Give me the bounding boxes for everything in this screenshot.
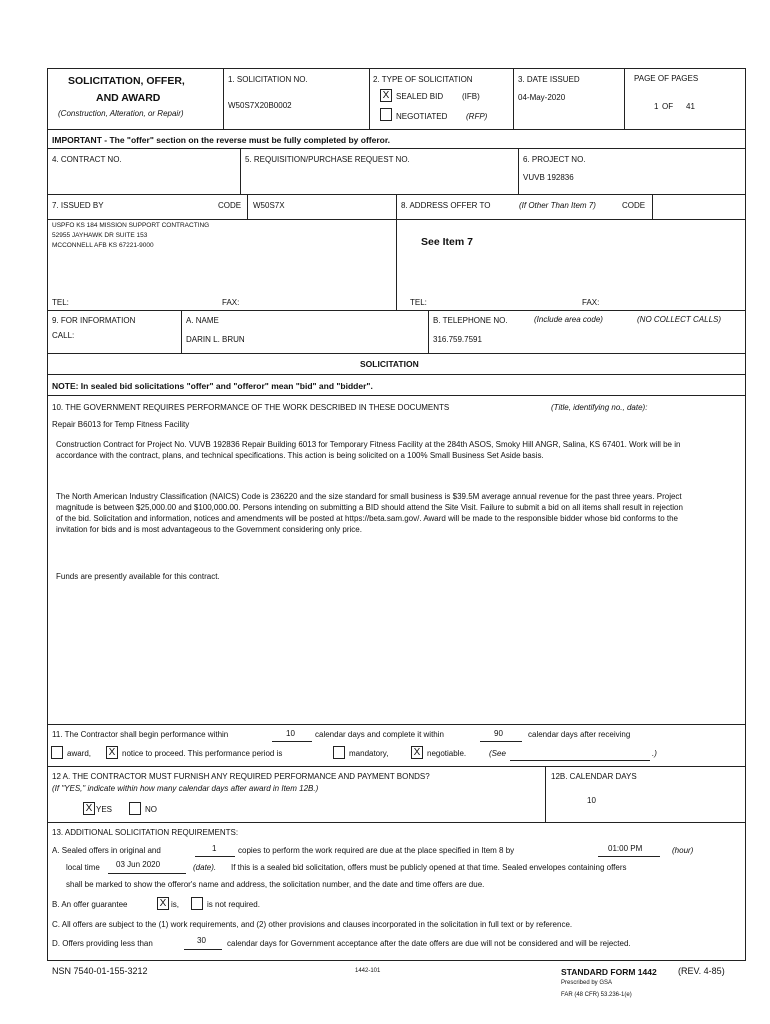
far-reference: FAR (48 CFR) 53.236-1(e) [561, 992, 632, 998]
award-checkbox[interactable] [51, 746, 63, 759]
guarantee-is-label: is, [171, 900, 179, 909]
negotiable-checkbox[interactable]: X [411, 746, 423, 759]
complete-days-underline [480, 741, 522, 742]
rule [47, 129, 746, 130]
standard-form-label: STANDARD FORM 1442 [561, 967, 657, 977]
form-title-sub: (Construction, Alteration, or Repair) [58, 109, 184, 118]
time-hour: (hour) [672, 846, 694, 855]
rule [518, 148, 519, 194]
item10-paragraph-3: Funds are presently available for this contract. [56, 572, 220, 581]
time-underline [598, 856, 660, 857]
solicitation-type-label: 2. TYPE OF SOLICITATION [373, 75, 473, 84]
date-value[interactable]: 03 Jun 2020 [116, 860, 161, 869]
bonds-yes-checkbox[interactable]: X [83, 802, 95, 815]
see-label: (See [489, 749, 506, 758]
rule [223, 68, 224, 129]
rule [545, 766, 546, 822]
begin-days-underline [272, 741, 312, 742]
sealed-bid-note: NOTE: In sealed bid solicitations "offer" and "offeror" mean "bid" and "bidder". [52, 381, 373, 391]
rule [247, 194, 248, 219]
item13a-text-1: A. Sealed offers in original and [52, 846, 161, 855]
solicitation-no-value: W50S7X20B0002 [228, 101, 292, 110]
nsn-number: NSN 7540-01-155-3212 [52, 966, 148, 976]
item13a-text-2: copies to perform the work required are due at the place specified in Item 8 by [238, 846, 515, 855]
requisition-label: 5. REQUISITION/PURCHASE REQUEST NO. [245, 155, 410, 164]
address-offer-hint: (If Other Than Item 7) [519, 201, 596, 210]
name-value: DARIN L. BRUN [186, 335, 245, 344]
project-no-value: VUVB 192836 [523, 173, 574, 182]
info-label-1: 9. FOR INFORMATION [52, 316, 136, 325]
sealed-bid-ifb: (IFB) [462, 92, 480, 101]
rule [624, 68, 625, 129]
date-underline [108, 873, 186, 874]
solicitation-heading: SOLICITATION [360, 359, 419, 369]
issuer-line2: 52955 JAYHAWK DR SUITE 153 [52, 232, 148, 239]
form-code: 1442-101 [355, 968, 381, 974]
issuer-line3: MCCONNELL AFB KS 67221-9000 [52, 242, 154, 249]
guarantee-not-checkbox[interactable] [191, 897, 203, 910]
issued-by-label: 7. ISSUED BY [52, 201, 104, 210]
item11-text-1: 11. The Contractor shall begin performance within [52, 730, 229, 739]
item10-paragraph-1: Construction Contract for Project No. VUVB 192836 Repair Building 6013 for Temporary Fitness Facility at the 284th ASOS, Smoky Hill ANGR, Salina, KS 67401. Work will be in accordance with the contract, plans, and technical specifications. This action is being solicited on a 100% Small Business Set Aside basis. [56, 440, 681, 460]
phone-value: 316.759.7591 [433, 335, 482, 344]
mandatory-checkbox[interactable] [333, 746, 345, 759]
see-item-7: See Item 7 [421, 236, 473, 248]
rule [513, 68, 514, 129]
issued-code-label: CODE [218, 201, 242, 210]
issuer-line1: USPFO KS 184 MISSION SUPPORT CONTRACTING [52, 222, 210, 229]
copies-value[interactable]: 1 [212, 844, 217, 853]
phone-label: B. TELEPHONE NO. [433, 316, 508, 325]
item13d-text-1: D. Offers providing less than [52, 939, 153, 948]
solicitation-no-label: 1. SOLICITATION NO. [228, 75, 308, 84]
rule [247, 219, 396, 220]
rule [47, 395, 746, 396]
project-no-label: 6. PROJECT NO. [523, 155, 586, 164]
rule [47, 766, 746, 767]
bonds-yes-label: YES [96, 805, 113, 814]
rule [47, 148, 746, 149]
acceptance-days-underline [184, 949, 222, 950]
page-current: 1 [654, 102, 659, 111]
negotiated-checkbox[interactable] [380, 108, 392, 121]
bonds-no-checkbox[interactable] [129, 802, 141, 815]
issuer-fax: FAX: [222, 298, 240, 307]
begin-days-value[interactable]: 10 [286, 729, 295, 738]
sealed-bid-checkbox[interactable]: X [380, 89, 392, 102]
item10-label: 10. THE GOVERNMENT REQUIRES PERFORMANCE OF THE WORK DESCRIBED IN THESE DOCUMENTS [52, 403, 450, 412]
negotiated-rfp: (RFP) [466, 112, 488, 121]
page-total: 41 [686, 102, 695, 111]
award-label: award, [67, 749, 92, 758]
rule [181, 310, 182, 353]
rule [397, 219, 746, 220]
sealed-bid-label: SEALED BID [396, 92, 444, 101]
item11-text-3: calendar days after receiving [528, 730, 631, 739]
form-title-line1: SOLICITATION, OFFER, [68, 75, 185, 87]
date-hint: (date). [193, 863, 217, 872]
rule [396, 194, 397, 310]
notice-label: notice to proceed. This performance period is [122, 749, 283, 758]
negotiated-label: NEGOTIATED [396, 112, 448, 121]
item11-text-2: calendar days and complete it within [315, 730, 444, 739]
date-issued-value: 04-May-2020 [518, 93, 566, 102]
see-underline [510, 760, 650, 761]
item13c-text: C. All offers are subject to the (1) work requirements, and (2) other provisions and clauses incorporated in the solicitation in full text or by reference. [52, 920, 573, 929]
item10-hint: (Title, identifying no., date): [551, 403, 648, 412]
item12a-label: 12 A. THE CONTRACTOR MUST FURNISH ANY REQUIRED PERFORMANCE AND PAYMENT BONDS? [52, 772, 430, 781]
time-value[interactable]: 01:00 PM [608, 844, 643, 853]
rule [428, 310, 429, 353]
rule [47, 374, 746, 375]
rule [47, 219, 247, 220]
prescribed-by: Prescribed by GSA [561, 980, 613, 986]
notice-checkbox[interactable]: X [106, 746, 118, 759]
rule [240, 148, 241, 194]
item10-paragraph-2: The North American Industry Classification (NAICS) Code is 236220 and the size standard for small business is $39.5M average annual revenue for the past three years. Project magnitude is between $25,000.00 and $100,000.00. Persons intending on submitting a BID should attend the Site Visit. Failure to submit a bid on all items shall result in rejection of the bid. Solicitation and information, notices and amendments will be posted at https://beta.sam.gov/. Award will be made to the responsible bidder whose bid conforms to the invitation for bids and is most advantageous to the Government considering only price. [56, 492, 683, 534]
rule [369, 68, 370, 129]
info-label-2: CALL: [52, 331, 75, 340]
see-end: .) [652, 749, 657, 758]
phone-hint: (Include area code) [534, 315, 603, 324]
item13b-text: B. An offer guarantee [52, 900, 128, 909]
phone-collect: (NO COLLECT CALLS) [637, 315, 722, 324]
issuer-tel: TEL: [52, 298, 69, 307]
pages-label: PAGE OF PAGES [634, 74, 699, 83]
page-of: OF [662, 102, 674, 111]
guarantee-is-checkbox[interactable]: X [157, 897, 169, 910]
contract-no-label: 4. CONTRACT NO. [52, 155, 122, 164]
form-revision: (REV. 4-85) [678, 966, 725, 976]
item13a-text-4: shall be marked to show the offeror's name and address, the solicitation number, and the date and time offers are due. [66, 880, 485, 889]
acceptance-days-value[interactable]: 30 [197, 936, 206, 945]
mandatory-label: mandatory, [349, 749, 389, 758]
item13-label: 13. ADDITIONAL SOLICITATION REQUIREMENTS: [52, 828, 239, 837]
complete-days-value[interactable]: 90 [494, 729, 503, 738]
rule [47, 724, 746, 725]
address-offer-label: 8. ADDRESS OFFER TO [401, 201, 491, 210]
item13d-text-2: calendar days for Government acceptance after the date offers are due will not be considered and will be rejected. [227, 939, 631, 948]
address-fax: FAX: [582, 298, 600, 307]
address-tel: TEL: [410, 298, 427, 307]
item12a-hint: (If "YES," indicate within how many calendar days after award in Item 12B.) [52, 784, 319, 793]
rule [47, 822, 746, 823]
issued-code-value: W50S7X [253, 201, 285, 210]
rule [652, 194, 653, 219]
rule [47, 353, 746, 354]
bonds-no-label: NO [145, 805, 157, 814]
form-title-line2: AND AWARD [96, 92, 161, 104]
date-issued-label: 3. DATE ISSUED [518, 75, 580, 84]
item12b-value: 10 [587, 796, 596, 805]
important-note: IMPORTANT - The "offer" section on the reverse must be fully completed by offeror. [52, 135, 391, 145]
item13a-text-3: If this is a sealed bid solicitation, offers must be publicly opened at that time. Sealed envelopes containing offers [231, 863, 627, 872]
guarantee-not-label: is not required. [207, 900, 260, 909]
rule [47, 310, 746, 311]
local-time-label: local time [66, 863, 100, 872]
address-code-label: CODE [622, 201, 646, 210]
item10-title: Repair B6013 for Temp Fitness Facility [52, 420, 190, 429]
item12b-label: 12B. CALENDAR DAYS [551, 772, 637, 781]
name-label: A. NAME [186, 316, 219, 325]
copies-underline [195, 856, 235, 857]
negotiable-label: negotiable. [427, 749, 467, 758]
